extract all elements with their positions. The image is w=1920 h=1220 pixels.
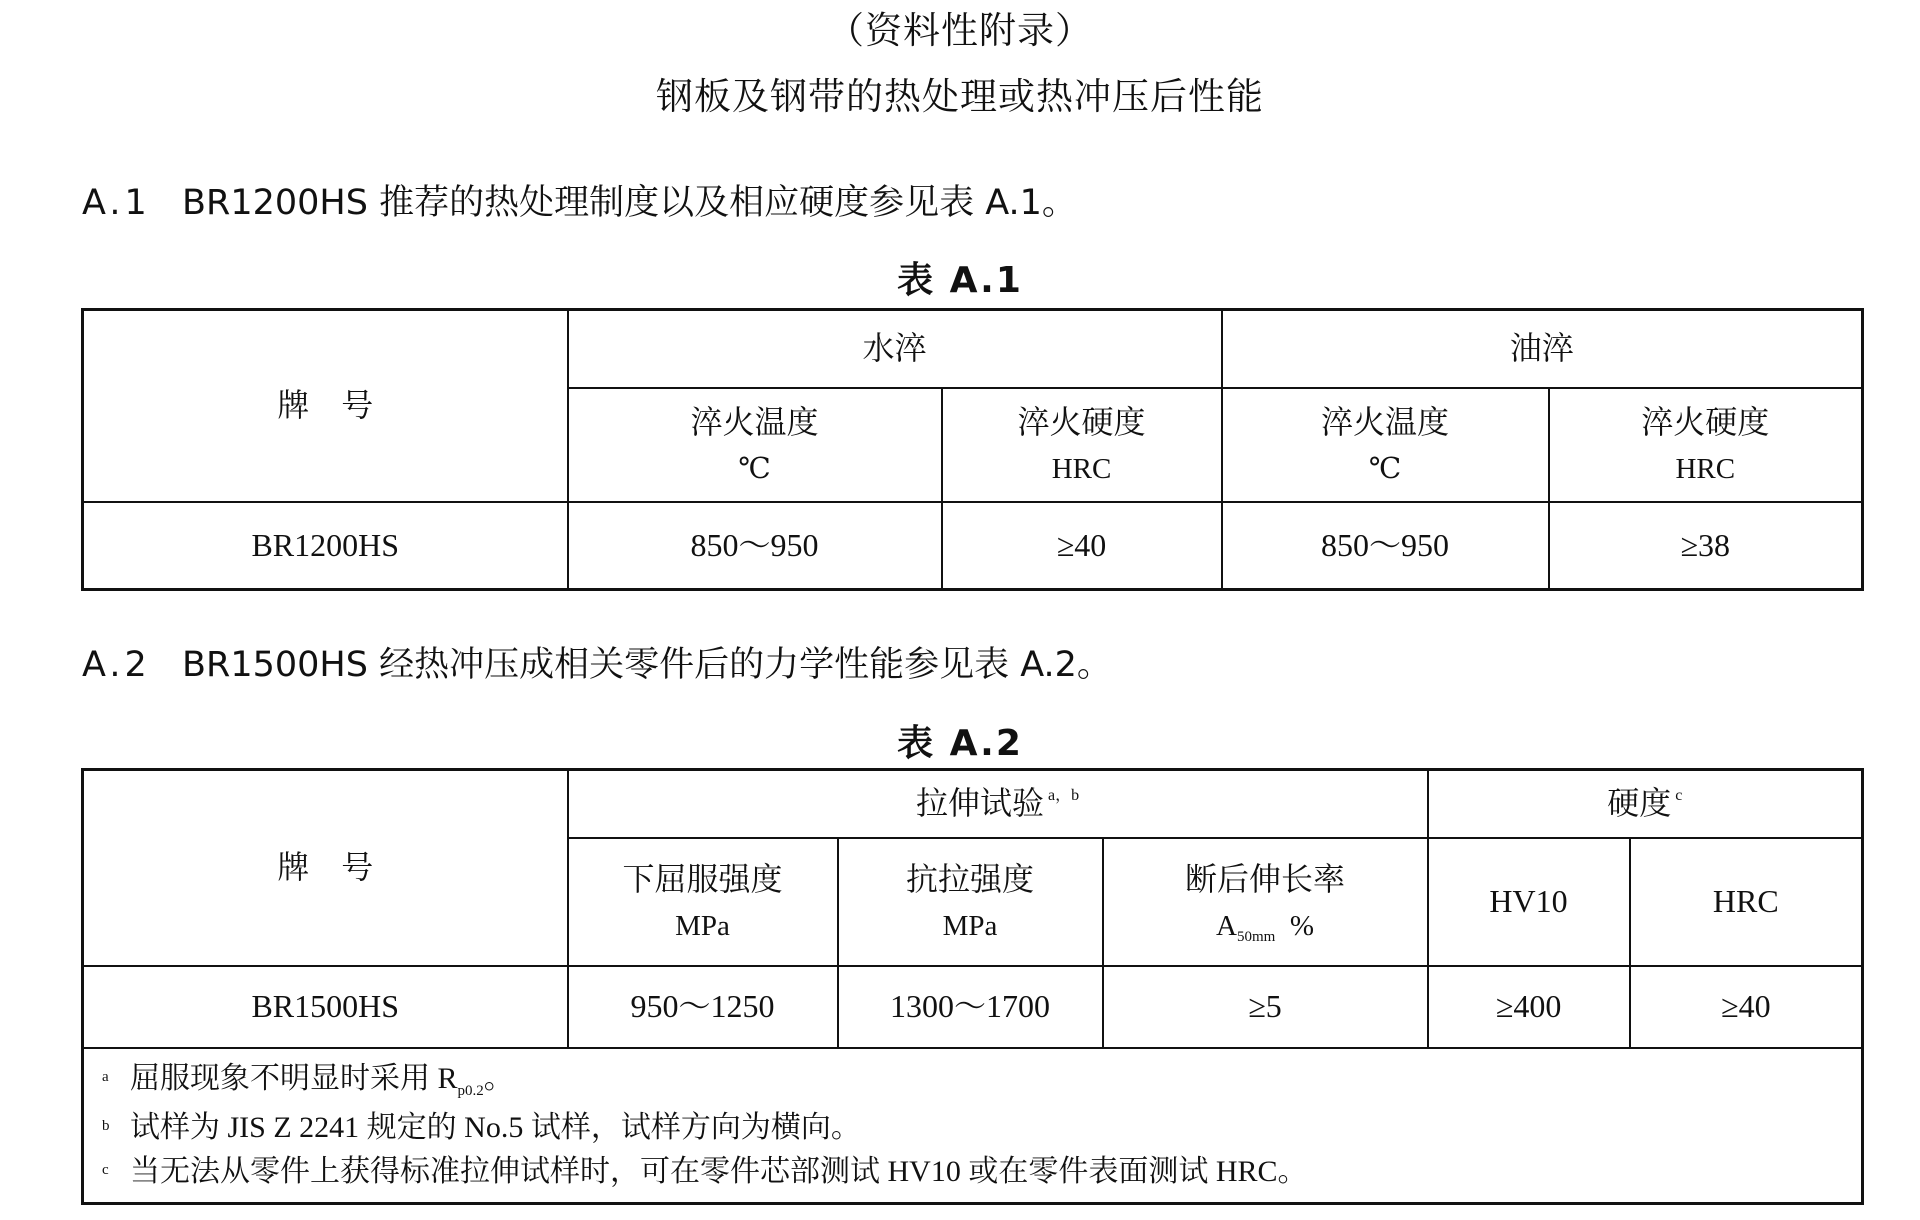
note-text: 当无法从零件上获得标准拉伸试样时，可在零件芯部测试 HV10 或在零件表面测试 HRC。 xyxy=(130,1154,1308,1188)
col-label: HV10 xyxy=(1489,883,1568,920)
note-text-end: 。 xyxy=(483,1061,514,1095)
table-a2-tensile-header xyxy=(568,770,1428,838)
tensile-test-label: 拉伸试验 xyxy=(915,785,1044,822)
clause-a1-text: BR1200HS 推荐的热处理制度以及相应硬度参见表 A.1。 xyxy=(182,183,1077,223)
water-quench-label: 水淬 xyxy=(862,330,927,367)
table-a1-col-header xyxy=(1222,388,1549,502)
table-cell: 850～950 xyxy=(1222,502,1549,590)
table-cell: ≥400 xyxy=(1428,966,1630,1048)
col-label: 淬火温度 xyxy=(690,403,819,440)
col-unit: HRC xyxy=(1051,452,1112,485)
note-text: 试样为 JIS Z 2241 规定的 No.5 试样，试样方向为横向。 xyxy=(130,1110,861,1144)
table-cell: 1300～1700 xyxy=(838,966,1103,1048)
elongation-symbol: A xyxy=(1216,909,1237,942)
clause-a2-text: BR1500HS 经热冲压成相关零件后的力学性能参见表 A.2。 xyxy=(182,645,1112,685)
table-cell: ≥5 xyxy=(1103,966,1428,1048)
table-a2-col-header xyxy=(838,838,1103,966)
col-label: 淬火硬度 xyxy=(1017,403,1146,440)
clause-a1 xyxy=(82,183,1077,223)
table-row xyxy=(83,502,1863,590)
hardness-label: 硬度 xyxy=(1607,785,1672,822)
table-a2-grade-cell: BR1500HS xyxy=(83,966,568,1048)
appendix-label: （资料性附录） xyxy=(827,9,1093,52)
elongation-subscript: 50mm xyxy=(1236,928,1276,945)
col-label: 淬火硬度 xyxy=(1641,403,1770,440)
percent-unit: % xyxy=(1289,909,1314,942)
note-subscript: p0.2 xyxy=(457,1082,484,1099)
col-label: 断后伸长率 xyxy=(1185,860,1346,897)
col-label: 淬火温度 xyxy=(1321,403,1450,440)
table-a2 xyxy=(81,768,1864,1205)
note-mark: b xyxy=(102,1117,110,1134)
col-label: HRC xyxy=(1712,883,1779,920)
table-a2-grade-header xyxy=(83,770,568,966)
table-a2-header-row-1 xyxy=(83,770,1863,838)
col-unit: MPa xyxy=(942,909,998,942)
table-cell: ≥38 xyxy=(1549,502,1863,590)
table-a2-col-header xyxy=(1630,838,1863,966)
table-note xyxy=(102,1106,1861,1150)
note-text: 屈服现象不明显时采用 R xyxy=(130,1061,458,1095)
grade-header-label: 牌 号 xyxy=(277,849,374,886)
appendix-title: 钢板及钢带的热处理或热冲压后性能 xyxy=(656,75,1264,118)
table-a1-grade-header xyxy=(83,310,568,502)
oil-quench-label: 油淬 xyxy=(1509,330,1574,367)
table-a1-header-row-1 xyxy=(83,310,1863,388)
table-a2-hardness-header xyxy=(1428,770,1863,838)
table-a2-col-header xyxy=(1428,838,1630,966)
col-label: 下屈服强度 xyxy=(622,860,783,897)
table-cell: ≥40 xyxy=(942,502,1222,590)
table-a2-col-header xyxy=(1103,838,1428,966)
table-row xyxy=(83,966,1863,1048)
table-cell: 850～950 xyxy=(568,502,942,590)
table-a1-caption: 表 A.1 xyxy=(897,260,1023,301)
table-a1-col-header xyxy=(568,388,942,502)
col-label: 抗拉强度 xyxy=(905,860,1034,897)
col-unit: MPa xyxy=(675,909,730,942)
table-a1-water-quench-header xyxy=(568,310,1222,388)
table-a1-grade-cell: BR1200HS xyxy=(83,502,568,590)
table-note xyxy=(102,1150,1861,1194)
table-note xyxy=(102,1057,1861,1106)
col-unit: ℃ xyxy=(738,452,771,485)
footnote-ref: c xyxy=(1675,787,1683,805)
grade-header-label: 牌 号 xyxy=(277,387,374,424)
table-a1-col-header xyxy=(942,388,1222,502)
table-cell: 950～1250 xyxy=(568,966,838,1048)
note-mark: c xyxy=(102,1161,109,1178)
clause-a2-number: A.2 xyxy=(82,645,151,685)
table-a2-col-header xyxy=(568,838,838,966)
footnote-ref: a，b xyxy=(1047,787,1080,805)
table-a1 xyxy=(81,308,1864,591)
table-a2-notes-row xyxy=(83,1048,1863,1204)
col-unit: HRC xyxy=(1675,452,1736,485)
col-unit xyxy=(1216,909,1314,945)
table-notes xyxy=(83,1048,1863,1204)
table-cell: ≥40 xyxy=(1630,966,1863,1048)
clause-a1-number: A.1 xyxy=(82,183,151,223)
table-a1-col-header xyxy=(1549,388,1863,502)
col-unit: ℃ xyxy=(1368,452,1402,485)
table-a2-caption: 表 A.2 xyxy=(897,723,1023,764)
note-mark: a xyxy=(102,1068,109,1085)
table-a1-oil-quench-header xyxy=(1222,310,1863,388)
clause-a2 xyxy=(82,645,1112,685)
